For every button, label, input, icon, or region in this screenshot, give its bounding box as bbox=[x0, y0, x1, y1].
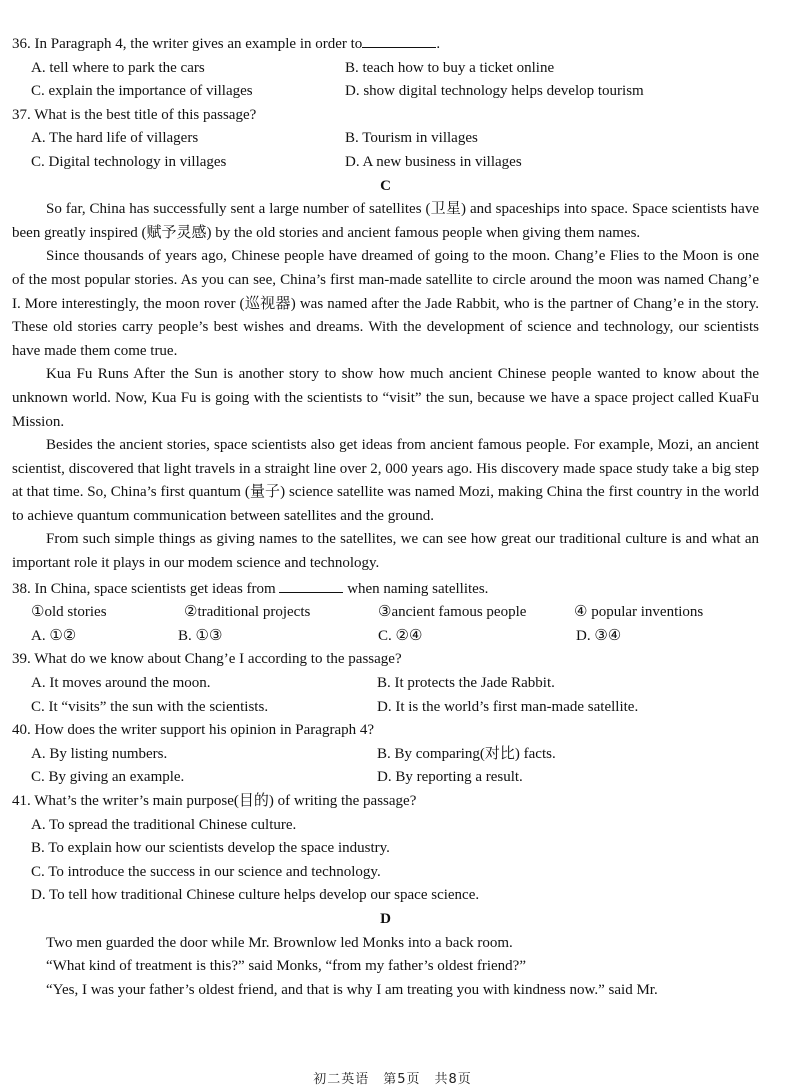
option-38-c: C. ②④ bbox=[378, 627, 423, 644]
option-41-a: A. To spread the traditional Chinese culture. bbox=[31, 816, 297, 833]
option-37-d: D. A new business in villages bbox=[345, 153, 522, 170]
option-39-d: D. It is the world’s first man-made satellite. bbox=[377, 698, 639, 715]
option-36-c: C. explain the importance of villages bbox=[31, 83, 253, 100]
passage-c-paragraph-1: So far, China has successfully sent a large number of satellites (卫星) and spaceships into space. Space scientists have been greatly inspired (赋予灵感) by the old stories and ancient famous people when giving them names. bbox=[12, 201, 759, 241]
question-41-stem: 41. What’s the writer’s main purpose(目的) of writing the passage? bbox=[12, 793, 417, 809]
answer-blank bbox=[362, 31, 436, 48]
question-40-options-row1 bbox=[12, 743, 759, 767]
question-37-stem: 37. What is the best title of this passage? bbox=[12, 106, 257, 123]
passage-c-paragraph-2: Since thousands of years ago, Chinese people have dreamed of going to the moon. Chang’e Flies to the Moon is one of the most popular stories. As you can see, China’s first man-made satellite to circle around the moon was named Chang’e I. More interestingly, the moon rover (巡视器) was named after the Jade Rabbit, who is the partner of Chang’e in the story. These old stories carry people’s best wishes and dreams. With the development of science and technology, our scientists have made them come true. bbox=[12, 248, 759, 359]
question-38-stem: 38. In China, space scientists get ideas from when naming satellites. bbox=[12, 576, 759, 602]
section-d-heading: D bbox=[380, 910, 391, 927]
option-40-b: B. By comparing(对比) facts. bbox=[377, 745, 556, 762]
option-37-a: A. The hard life of villagers bbox=[31, 130, 199, 147]
option-41-d: D. To tell how traditional Chinese culture helps develop our space science. bbox=[31, 887, 480, 904]
option-40-a: A. By listing numbers. bbox=[31, 745, 168, 762]
question-36-stem: 36. In Paragraph 4, the writer gives an example in order to . bbox=[12, 0, 759, 57]
passage-d-line-1: Two men guarded the door while Mr. Brownlow led Monks into a back room. bbox=[46, 934, 513, 951]
answer-blank bbox=[279, 576, 343, 593]
option-41-b: B. To explain how our scientists develop the space industry. bbox=[31, 840, 390, 857]
page-footer: 初二英语 第5页 共8页 bbox=[313, 1072, 472, 1087]
option-41-c: C. To introduce the success in our science and technology. bbox=[31, 863, 381, 880]
option-38-a: A. ①② bbox=[31, 627, 77, 644]
option-38-b: B. ①③ bbox=[178, 627, 223, 644]
option-39-a: A. It moves around the moon. bbox=[31, 675, 211, 692]
section-c-heading: C bbox=[380, 177, 391, 194]
item-38-2: ②traditional projects bbox=[184, 604, 311, 621]
option-38-d: D. ③④ bbox=[576, 627, 622, 644]
question-38-items bbox=[12, 601, 759, 625]
option-37-b: B. Tourism in villages bbox=[345, 130, 478, 147]
option-40-c: C. By giving an example. bbox=[31, 769, 185, 786]
question-39-options-row2 bbox=[12, 696, 759, 720]
option-39-b: B. It protects the Jade Rabbit. bbox=[377, 675, 555, 692]
question-38-options bbox=[12, 625, 759, 649]
passage-c-paragraph-4: Besides the ancient stories, space scientists also get ideas from ancient famous people. For example, Mozi, an ancient scientist, discovered that light travels in a straight line over 2, 000 years ago. His discovery made space study take a big step at that time. So, China’s first quantum (量子) science satellite was named Mozi, making China the first country in the world to achieve quantum communication between satellites and the ground. bbox=[12, 437, 759, 524]
question-40-options-row2 bbox=[12, 766, 759, 790]
option-36-d: D. show digital technology helps develop tourism bbox=[345, 83, 644, 100]
question-36-options-row2 bbox=[12, 80, 759, 104]
passage-d-line-3: “Yes, I was your father’s oldest friend, and that is why I am treating you with kindness now.” said Mr. bbox=[46, 981, 658, 998]
item-38-1: ①old stories bbox=[31, 604, 107, 621]
option-36-a: A. tell where to park the cars bbox=[31, 59, 205, 76]
passage-d-line-2: “What kind of treatment is this?” said Monks, “from my father’s oldest friend?” bbox=[46, 958, 526, 975]
option-39-c: C. It “visits” the sun with the scientists. bbox=[31, 698, 269, 715]
item-38-3: ③ancient famous people bbox=[378, 604, 527, 621]
question-39-options-row1 bbox=[12, 672, 759, 696]
passage-c-paragraph-3: Kua Fu Runs After the Sun is another story to show how much ancient Chinese people wanted to know about the unknown world. Now, Kua Fu is going with the scientists to “visit” the sun, because we have a space project called KuaFu Mission. bbox=[12, 366, 759, 430]
question-39-stem: 39. What do we know about Chang’e I according to the passage? bbox=[12, 651, 402, 668]
passage-c-paragraph-5: From such simple things as giving names to the satellites, we can see how great our traditional culture is and what an important role it plays in our modem science and technology. bbox=[12, 531, 759, 572]
option-36-b: B. teach how to buy a ticket online bbox=[345, 59, 555, 76]
question-40-stem: 40. How does the writer support his opinion in Paragraph 4? bbox=[12, 722, 375, 739]
question-37-options-row1 bbox=[12, 127, 759, 151]
option-37-c: C. Digital technology in villages bbox=[31, 153, 227, 170]
item-38-4: ④ popular inventions bbox=[574, 604, 704, 621]
option-40-d: D. By reporting a result. bbox=[377, 769, 523, 786]
question-36-options-row1 bbox=[12, 57, 759, 81]
question-37-options-row2 bbox=[12, 151, 759, 175]
